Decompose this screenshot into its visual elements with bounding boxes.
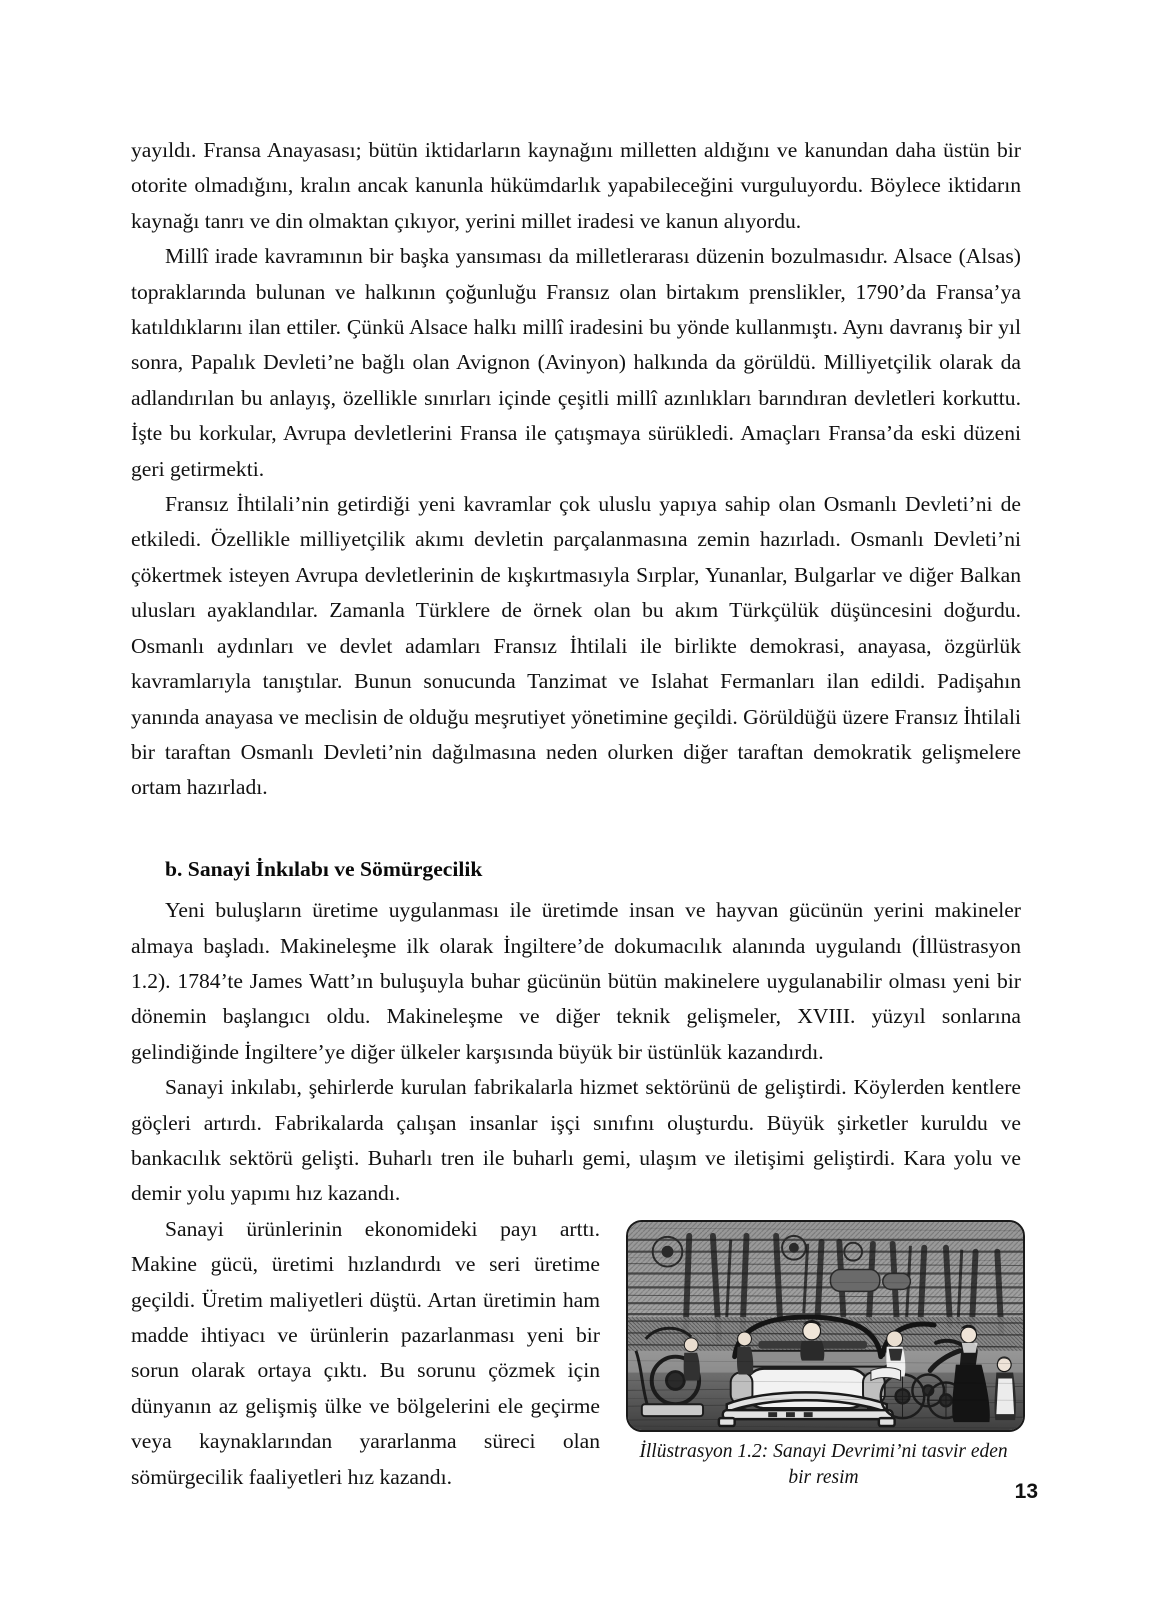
figure-caption: İllüstrasyon 1.2: Sanayi Devrimi’ni tasvir eden bir resim bbox=[639, 1440, 1008, 1488]
paragraph-2: Millî irade kavramının bir başka yansıması da milletlerarası düzenin bozulmasıdır. Alsace (Alsas) topraklarında bulunan ve halkının çoğunluğu Fransız olan birtakım prenslikler, 1790’da Fransa’ya katıldıklarını ilan ettiler. Çünkü Alsace halkı millî iradesini bu yönde kullanmıştı. Aynı davranış bir yıl sonra, Papalık Devleti’ne bağlı olan Avignon (Avinyon) halkında da görüldü. Milliyetçilik olarak da adlandırılan bu anlayış, özellikle sınırları içinde çeşitli millî azınlıkları barındıran devletleri korkuttu. İşte bu korkular, Avrupa devletlerini Fransa ile çatışmaya sürükledi. Amaçları Fransa’da eski düzeni geri getirmekti. bbox=[131, 244, 1021, 481]
paragraph-5: Sanayi inkılabı, şehirlerde kurulan fabrikalarla hizmet sektörünü de geliştirdi. Köylerden kentlere göçleri artırdı. Fabrikalarda çalışan insanlar işçi sınıfını oluşturdu. Büyük şirketler kuruldu ve bankacılık sektörü gelişti. Buharlı tren ile buharlı gemi, ulaşım ve iletişimi geliştirdi. Kara yolu ve demir yolu yapımı hız kazandı. bbox=[131, 1075, 1021, 1206]
paragraph-1: yayıldı. Fransa Anayasası; bütün iktidarların kaynağını milletten aldığını ve kanundan daha üstün bir otorite olmadığını, kralın ancak kanunla hükümdarlık yapabileceğini vurguluyordu. Böylece iktidarın kaynağı tanrı ve din olmaktan çıkıyor, yerini millet iradesi ve kanun alıyordu. bbox=[131, 138, 1021, 233]
section-heading-sanayi-inkilabi: b. Sanayi İnkılabı ve Sömürgecilik bbox=[165, 856, 483, 881]
figure-and-wrapped-text bbox=[131, 1212, 1021, 1495]
paragraph-4: Yeni buluşların üretime uygulanması ile üretimde insan ve hayvan gücünün yerini makineler almaya başladı. Makineleşme ilk olarak İngiltere’de dokumacılık alanında uygulandı (İllüstrasyon 1.2). 1784’te James Watt’ın buluşuyla buhar gücünün bütün makinelere uygulanabilir olması yeni bir dönemin başlangıcı oldu. Makineleşme ve diğer teknik gelişmeler, XVIII. yüzyıl sonlarına gelindiğinde İngiltere’ye diğer ülkeler karşısında büyük bir üstünlük kazandırdı. bbox=[131, 898, 1021, 1064]
figure-illustration-1-2 bbox=[626, 1220, 1021, 1491]
factory-engraving-illustration bbox=[626, 1220, 1025, 1432]
page-content bbox=[131, 133, 1021, 1495]
paragraph-3: Fransız İhtilali’nin getirdiği yeni kavramlar çok uluslu yapıya sahip olan Osmanlı Devleti’ni de etkiledi. Özellikle milliyetçilik akımı devletin parçalanmasına zemin hazırladı. Osmanlı Devleti’ni çökertmek isteyen Avrupa devletlerinin de kışkırtmasıyla Sırplar, Yunanlar, Bulgarlar ve diğer Balkan ulusları ayaklandılar. Zamanla Türklere de örnek olan bu akım Türkçülük düşüncesini doğurdu. Osmanlı aydınları ve devlet adamları Fransız İhtilali ile birlikte demokrasi, anayasa, özgürlük kavramlarıyla tanıştılar. Bunun sonucunda Tanzimat ve Islahat Fermanları ilan edildi. Padişahın yanında anayasa ve meclisin de olduğu meşrutiyet yönetimine geçildi. Görüldüğü üzere Fransız İhtilali bir taraftan Osmanlı Devleti’nin dağılmasına neden olurken diğer taraftan demokratik gelişmelere ortam hazırladı. bbox=[131, 492, 1021, 800]
page-number: 13 bbox=[1014, 1480, 1038, 1503]
heading-spacer bbox=[131, 806, 1021, 852]
paragraph-6: Sanayi ürünlerinin ekonomideki payı arttı. Makine gücü, üretimi hızlandırdı ve seri üretime geçildi. Üretim maliyetleri düştü. Artan üretimin ham madde ihtiyacı ve ürünlerin pazarlanması yeni bir sorun olarak ortaya çıktı. Bu sorunu çözmek için dünyanın az gelişmiş ülke ve bölgelerini ele geçirme veya kaynaklarından yararlanma süreci olan sömürgecilik faaliyetleri hız kazandı. bbox=[131, 1216, 600, 1489]
